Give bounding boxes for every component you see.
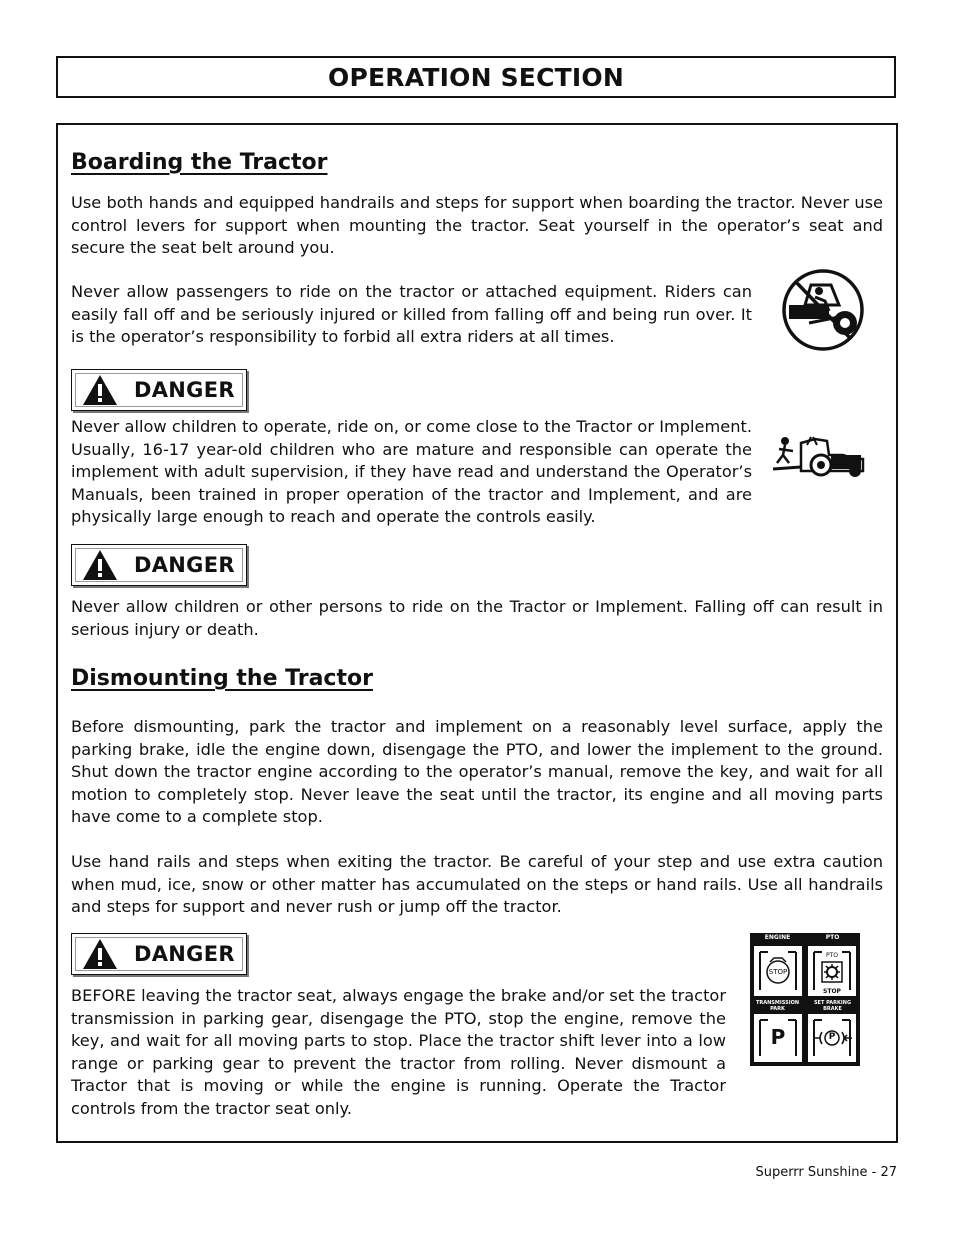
danger-text: DANGER	[134, 378, 235, 402]
dismounting-paragraph-1: Before dismounting, park the tractor and implement on a reasonably level surface, apply the parking brake, idle the engine down, disengage the PTO, and lower the implement to the ground. Shut down the tractor engine according to the operator’s manual, remove the key, and wait for all motion to completely stop. Never leave the seat until the tractor, its engine and all moving parts have come to a complete stop.	[71, 717, 883, 826]
park-symbol: P	[770, 1025, 786, 1049]
danger-label-1	[71, 369, 247, 411]
danger-text: DANGER	[134, 942, 235, 966]
brake-symbol: P	[828, 1032, 836, 1042]
pto-label: PTO	[825, 934, 840, 941]
danger-paragraph-2: Never allow children or other persons to ride on the Tractor or Implement. Falling off can result in serious injury or death.	[71, 597, 883, 639]
section-title: OPERATION SECTION	[328, 62, 624, 92]
danger-paragraph-3: BEFORE leaving the tractor seat, always engage the brake and/or set the tractor transmission in parking gear, disengage the PTO, stop the engine, remove the key, and wait for all moving parts to stop. Place the tractor shift lever into a low range or parking gear to prevent the tractor from rolling. Never dismount a Tractor that is moving or while the engine is running. Operate the Tractor controls from the tractor seat only.	[71, 986, 726, 1118]
engine-stop-text: STOP	[768, 968, 788, 976]
tractor-child-icon	[771, 433, 869, 479]
control-panel-decal	[750, 933, 860, 1066]
boarding-paragraph-1: Use both hands and equipped handrails and steps for support when boarding the tractor. Never use control levers for support when mounting the tractor. Seat yourself in the operator’s seat and secure the seat belt around you.	[71, 193, 883, 257]
boarding-heading: Boarding the Tractor	[71, 150, 328, 175]
transmission-label: TRANSMISSION PARK	[755, 1000, 800, 1012]
engine-cell	[753, 945, 803, 997]
parking-brake-cell	[807, 1013, 857, 1063]
no-riders-icon	[779, 267, 867, 353]
dismounting-heading: Dismounting the Tractor	[71, 666, 373, 691]
boarding-paragraph-2: Never allow passengers to ride on the tractor or attached equipment. Riders can easily fall off and be seriously injured or killed from falling off and being run over. It is the operator’s responsibility to forbid all extra riders at all times.	[71, 282, 752, 346]
pto-cell-label: PTO	[825, 952, 838, 959]
danger-label-2	[71, 544, 247, 586]
pto-stop-text: STOP	[823, 988, 841, 995]
danger-paragraph-1: Never allow children to operate, ride on, or come close to the Tractor or Implement. Usually, 16-17 year-old children who are mature and responsible can operate the implement with adult supervision, if they have read and understand the Operator’s Manuals, been trained in proper operation of the tractor and Implement, and are physically large enough to reach and operate the controls easily.	[71, 417, 752, 526]
warning-triangle-icon	[82, 374, 118, 406]
page-footer: Superrr Sunshine - 27	[755, 1165, 897, 1180]
pto-cell	[807, 945, 857, 997]
warning-triangle-icon	[82, 938, 118, 970]
warning-triangle-icon	[82, 549, 118, 581]
parking-brake-label: SET PARKING BRAKE	[813, 1000, 852, 1012]
engine-label: ENGINE	[764, 934, 791, 941]
section-header	[56, 56, 896, 98]
dismounting-paragraph-2: Use hand rails and steps when exiting the tractor. Be careful of your step and use extra caution when mud, ice, snow or other matter has accumulated on the steps or hand rails. Use all handrails and steps for support and never rush or jump off the tractor.	[71, 852, 883, 916]
danger-text: DANGER	[134, 553, 235, 577]
transmission-cell	[753, 1013, 803, 1063]
danger-label-3	[71, 933, 247, 975]
